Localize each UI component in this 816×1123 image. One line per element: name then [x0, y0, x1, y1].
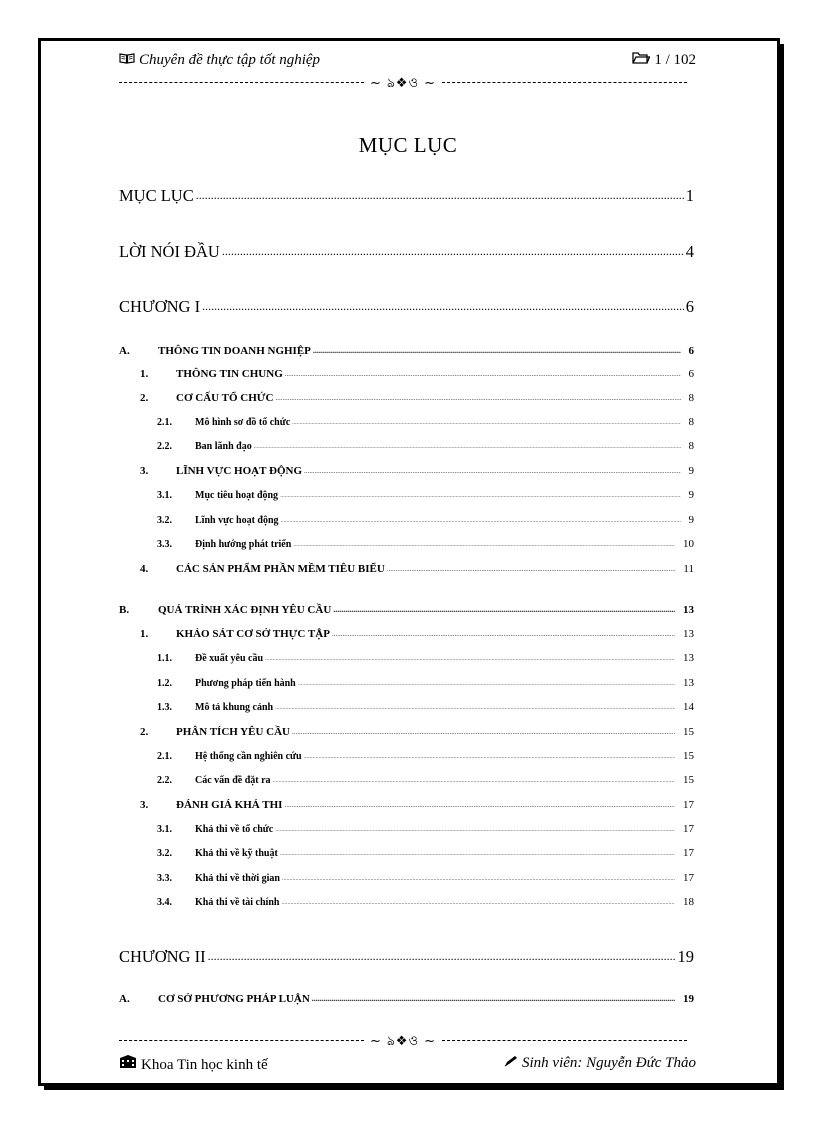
folder-icon	[632, 52, 650, 69]
toc-entry[interactable]: 3.1. Mục tiêu hoạt động ..... 9	[157, 488, 694, 501]
toc-entry[interactable]: 3.1. Khả thi về tổ chức ..... 17	[157, 822, 694, 835]
toc-entry[interactable]: 3.2. Khả thi về kỹ thuật ..... 17	[157, 846, 694, 859]
toc-entry[interactable]: 2. CƠ CẤU TỔ CHỨC ..... 8	[140, 390, 694, 404]
footer-left	[119, 1055, 268, 1074]
toc-entry[interactable]: 3. LĨNH VỰC HOẠT ĐỘNG ..... 9	[140, 463, 694, 477]
toc-entry[interactable]: 3.4. Khả thi về tài chính ..... 18	[157, 895, 694, 908]
toc-entry[interactable]: 2.1. Mô hình sơ đồ tổ chức ..... 8	[157, 415, 694, 428]
page-title: MỤC LỤC	[358, 133, 458, 157]
toc-entry[interactable]: CHƯƠNG I ..... 6	[119, 295, 694, 317]
toc-entry[interactable]: 4. CÁC SẢN PHẨM PHẦN MỀM TIÊU BIỂU ..... 11	[140, 561, 694, 575]
page-indicator: 1 / 102	[654, 52, 696, 68]
toc-entry[interactable]: 3. ĐÁNH GIÁ KHẢ THI ..... 17	[140, 797, 694, 811]
toc-entry[interactable]: 1. THÔNG TIN CHUNG ..... 6	[140, 366, 694, 380]
page-shadow-bottom	[44, 1086, 784, 1090]
toc-entry[interactable]: 1. KHẢO SÁT CƠ SỞ THỰC TẬP ..... 13	[140, 626, 694, 640]
toc-entry[interactable]: CHƯƠNG II ..... 19	[119, 945, 694, 967]
toc-entry[interactable]: 2.2. Các vấn đề đặt ra ..... 15	[157, 773, 694, 786]
footer-right	[504, 1055, 696, 1072]
pen-icon	[504, 1055, 518, 1072]
toc-entry[interactable]: 1.1. Đề xuất yêu cầu ..... 13	[157, 651, 694, 664]
toc-entry[interactable]: 2.1. Hệ thống cần nghiên cứu ..... 15	[157, 749, 694, 762]
student-name: Sinh viên: Nguyễn Đức Thảo	[522, 1055, 696, 1071]
toc-entry[interactable]: A. CƠ SỞ PHƯƠNG PHÁP LUẬN ..... 19	[119, 991, 694, 1005]
header-left	[119, 52, 320, 69]
toc-entry[interactable]: A. THÔNG TIN DOANH NGHIỆP ..... 6	[119, 343, 694, 357]
ornament-icon: ~ ঌ❖ও ~	[369, 76, 437, 91]
toc-entry[interactable]: LỜI NÓI ĐẦU ..... 4	[119, 240, 694, 262]
page-header	[119, 52, 696, 72]
header-right	[632, 52, 696, 69]
toc-entry[interactable]: 3.3. Định hướng phát triển ..... 10	[157, 537, 694, 550]
toc-entry[interactable]: 3.2. Lĩnh vực hoạt động ..... 9	[157, 513, 694, 526]
toc-entry[interactable]: B. QUÁ TRÌNH XÁC ĐỊNH YÊU CẦU ..... 13	[119, 602, 694, 616]
page-footer	[119, 1055, 696, 1075]
footer-divider	[119, 1034, 687, 1048]
doc-title: Chuyên đề thực tập tốt nghiệp	[139, 52, 321, 68]
faculty-name: Khoa Tin học kinh tế	[141, 1057, 268, 1073]
building-icon	[119, 1055, 137, 1074]
book-icon	[119, 52, 135, 69]
toc-entry[interactable]: MỤC LỤC ..... 1	[119, 184, 694, 206]
toc-entry[interactable]: 2.2. Ban lãnh đạo ..... 8	[157, 439, 694, 452]
toc-entry[interactable]: 1.3. Mô tả khung cảnh ..... 14	[157, 700, 694, 713]
ornament-icon: ~ ঌ❖ও ~	[369, 1034, 437, 1049]
header-divider	[119, 76, 687, 90]
toc-entry[interactable]: 1.2. Phương pháp tiến hành ..... 13	[157, 676, 694, 689]
toc-entry[interactable]: 3.3. Khả thi về thời gian ..... 17	[157, 871, 694, 884]
page-shadow-right	[780, 44, 784, 1090]
toc-entry[interactable]: 2. PHÂN TÍCH YÊU CẦU ..... 15	[140, 724, 694, 738]
